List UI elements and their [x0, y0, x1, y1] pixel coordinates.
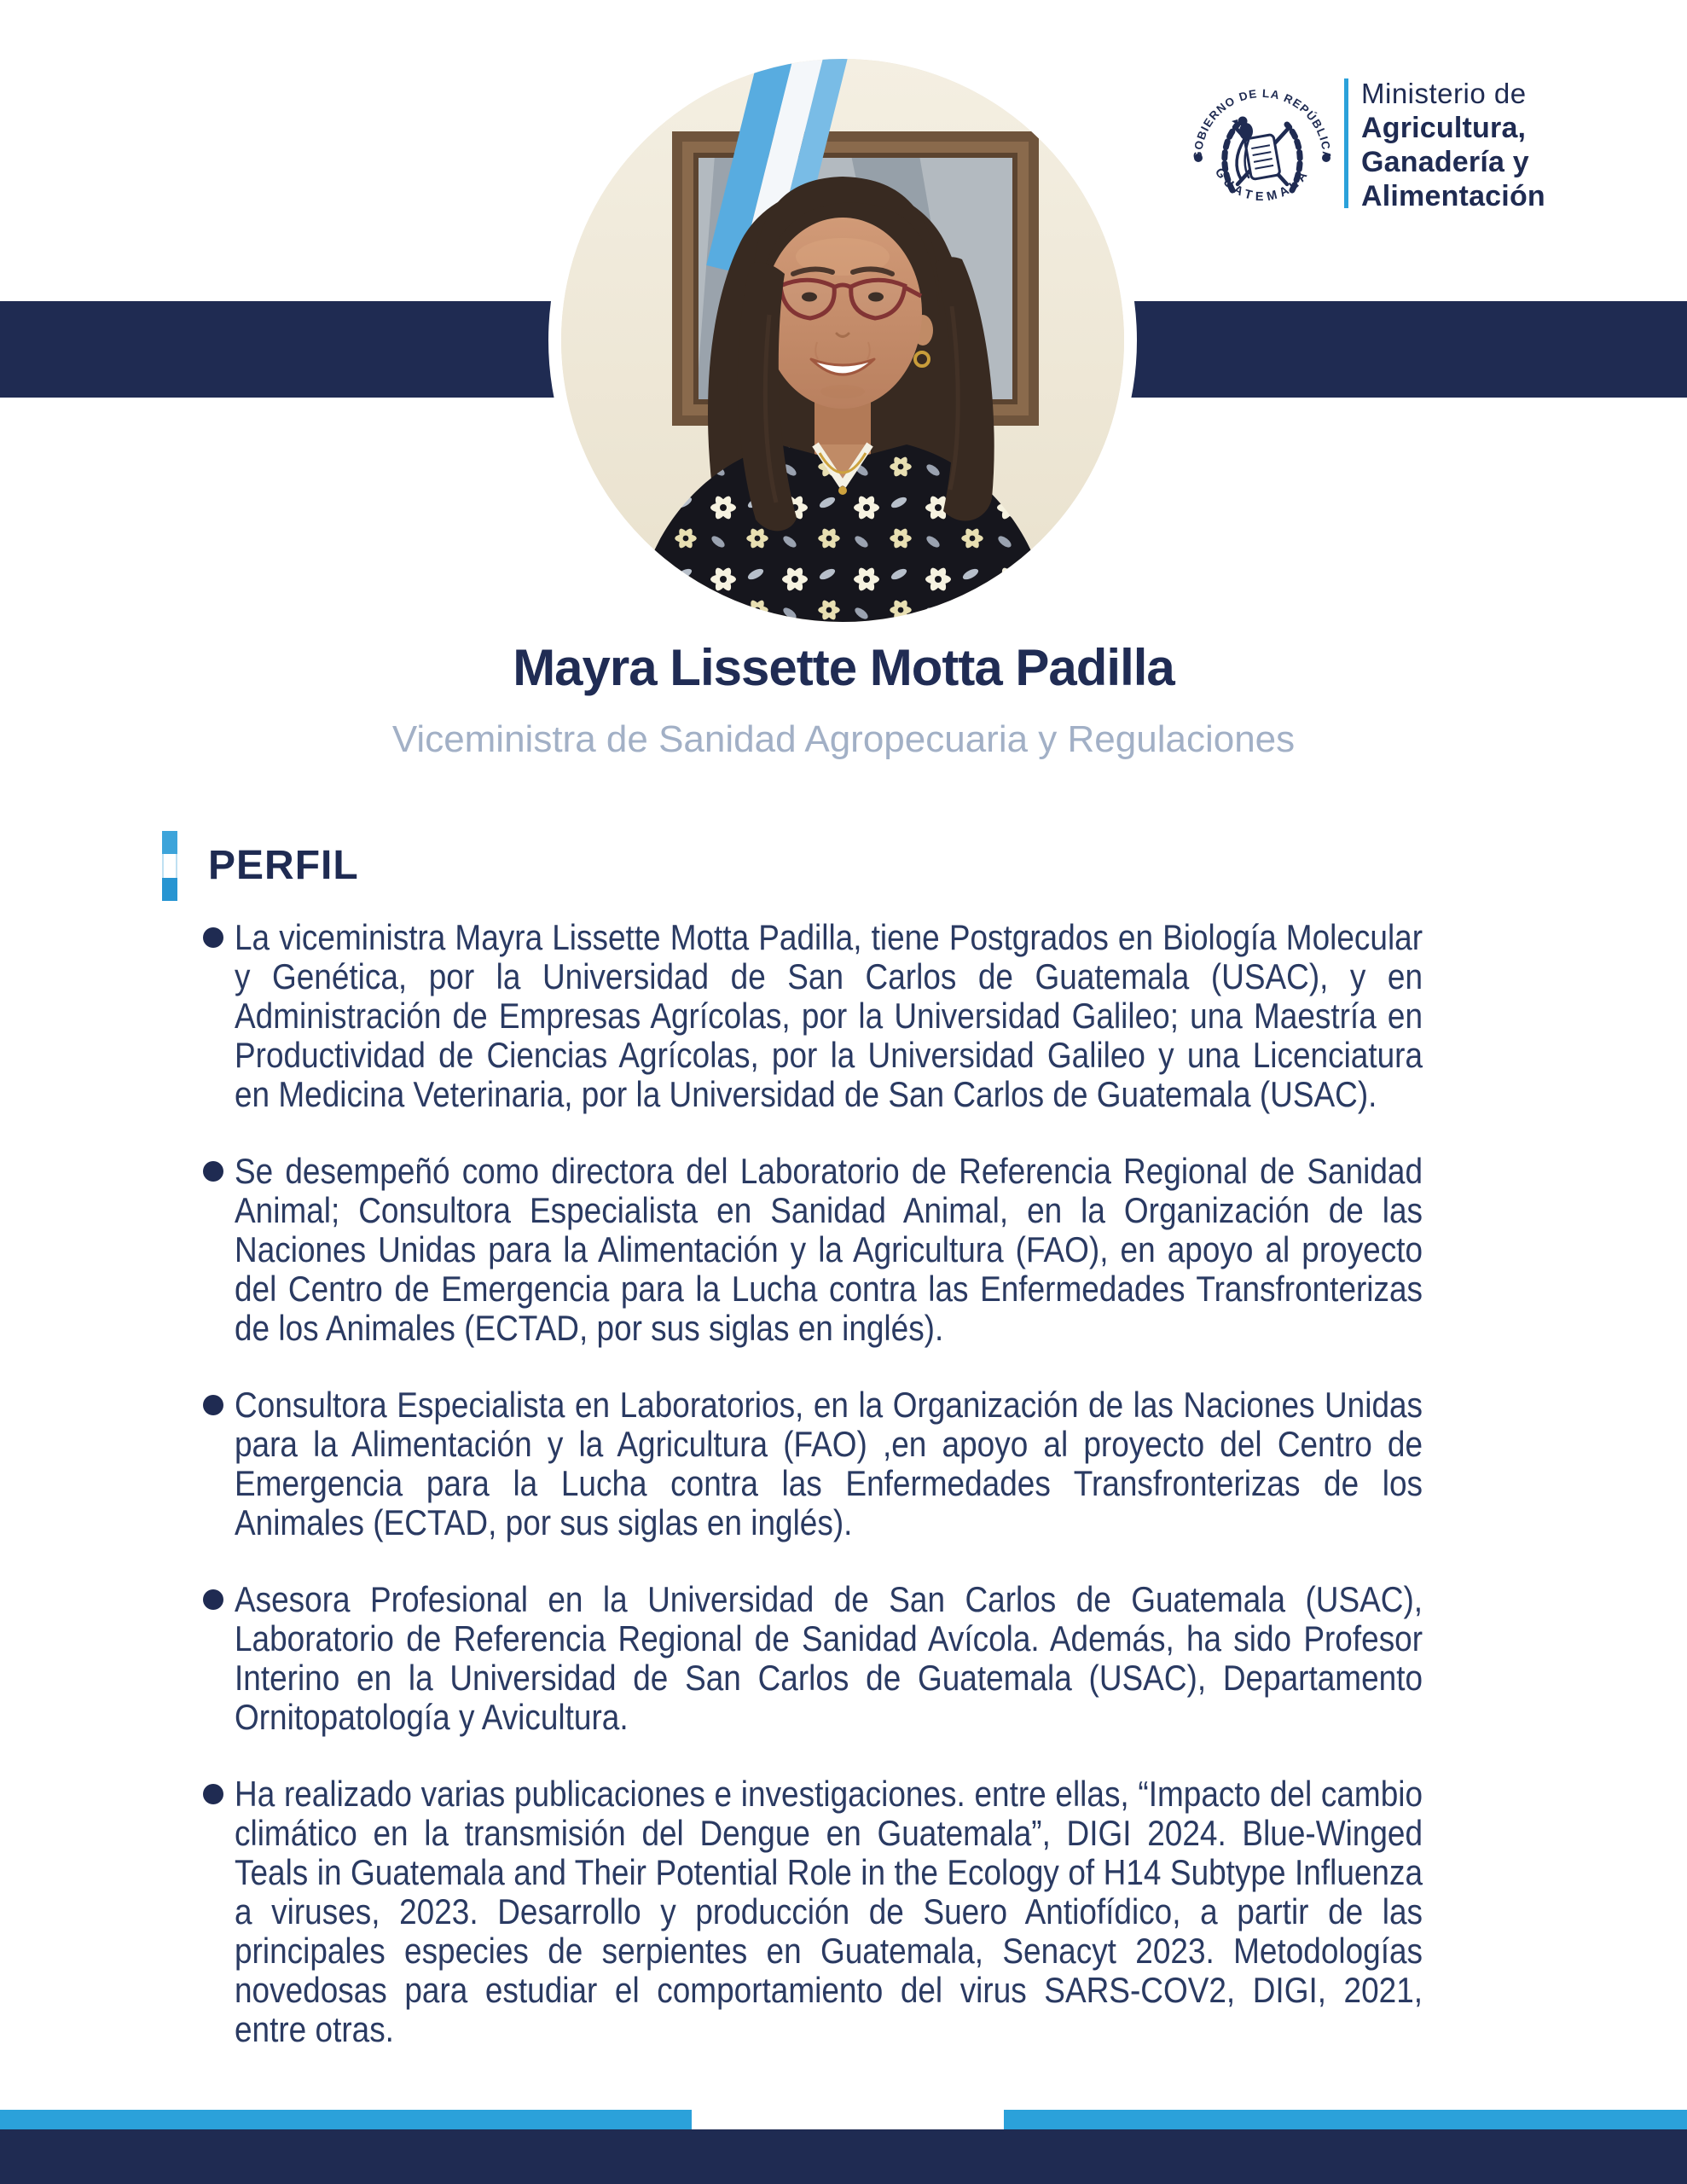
ministry-logo [1190, 75, 1574, 220]
bullet-icon [203, 1161, 223, 1182]
ministry-name-line4: Alimentación [1361, 180, 1545, 212]
bullet-text-3: Consultora Especialista en Laboratorios, en la Organización de las Naciones Unidas para la Alimentación y la Agricultura (FAO) ,en apoyo al proyecto del Centro de Emergencia para la Lucha contra las Enfermedades Transfronterizas de los Animales (ECTAD, por sus siglas en inglés). [235, 1385, 1423, 1542]
logo-divider-bar [1344, 78, 1348, 208]
list-item [203, 918, 1585, 1114]
flag-bar-middle-segment [162, 854, 177, 877]
flag-bar-top-segment [162, 831, 177, 854]
bullet-icon [203, 927, 223, 948]
bullet-text-4: Asesora Profesional en la Universidad de San Carlos de Guatemala (USAC), Laboratorio de Referencia Regional de Sanidad Avícola. Además, ha sido Profesor Interino en la Universidad de San Carlos de Guatemala (USAC), Departamento Ornitopatología y Avicultura. [235, 1579, 1423, 1737]
person-title: Viceministra de Sanidad Agropecuaria y Regulaciones [391, 718, 1296, 760]
bullet-text-5: Ha realizado varias publicaciones e investigaciones. entre ellas, “Impacto del cambio climático en la transmisión del Dengue en Guatemala”, DIGI 2024. Blue-Winged Teals in Guatemala and Their Potential Role in the Ecology of H14 Subtype Influenza a viruses, 2023. Desarrollo y producción de Suero Antiofídico, a partir de las principales especies de serpientes en Guatemala, Senacyt 2023. Metodologías novedosas para estudiar el comportamiento del virus SARS-COV2, DIGI, 2021, entre otras. [235, 1774, 1423, 2049]
ministry-name-line3: Ganadería y [1361, 146, 1529, 178]
ministry-name [1361, 77, 1545, 213]
flag-bar-bottom-segment [162, 878, 177, 901]
bullet-icon [203, 1784, 223, 1804]
seal-top-text: GOBIERNO DE LA REPÚBLICA [1191, 86, 1334, 161]
bullet-list [203, 918, 1585, 2049]
list-item [203, 1152, 1585, 1348]
person-name: Mayra Lissette Motta Padilla [513, 639, 1174, 696]
bullet-text-2: Se desempeñó como directora del Laboratorio de Referencia Regional de Sanidad Animal; Consultora Especialista en Sanidad Animal, en la Organización de las Naciones Unidas para la Alimentación y la Agricultura (FAO), en apoyo al proyecto del Centro de Emergencia para la Lucha contra las Enfermedades Transfronterizas de los Animales (ECTAD, por sus siglas en inglés). [235, 1151, 1423, 1348]
bottom-navy-band [0, 2129, 1687, 2184]
profile-content [203, 918, 1585, 2087]
government-seal [1190, 75, 1335, 220]
list-item [203, 1580, 1585, 1737]
list-item [203, 1385, 1585, 1542]
profile-photo [548, 46, 1137, 635]
bullet-icon [203, 1395, 223, 1415]
bullet-text-1: La viceministra Mayra Lissette Motta Padilla, tiene Postgrados en Biología Molecular y Genética, por la Universidad de San Carlos de Guatemala (USAC), y en Administración de Empresas Agrícolas, por la Universidad Galileo; una Maestría en Productividad de Ciencias Agrícolas, por la Universidad Galileo y una Licenciatura en Medicina Veterinaria, por la Universidad de San Carlos de Guatemala (USAC). [235, 917, 1423, 1114]
flag-accent-bar [162, 831, 177, 901]
list-item [203, 1774, 1585, 2049]
bottom-strip-center-gap [692, 2110, 1004, 2129]
seal-emblem [1225, 117, 1300, 191]
portrait-illustration [561, 59, 1124, 622]
bullet-icon [203, 1589, 223, 1610]
ministry-name-line2: Agricultura, [1361, 112, 1527, 144]
seal-bottom-text: GUATEMALA [1211, 166, 1313, 205]
ministry-name-line1: Ministerio de [1361, 78, 1527, 109]
section-title: PERFIL [208, 843, 359, 888]
section-header [162, 831, 359, 901]
